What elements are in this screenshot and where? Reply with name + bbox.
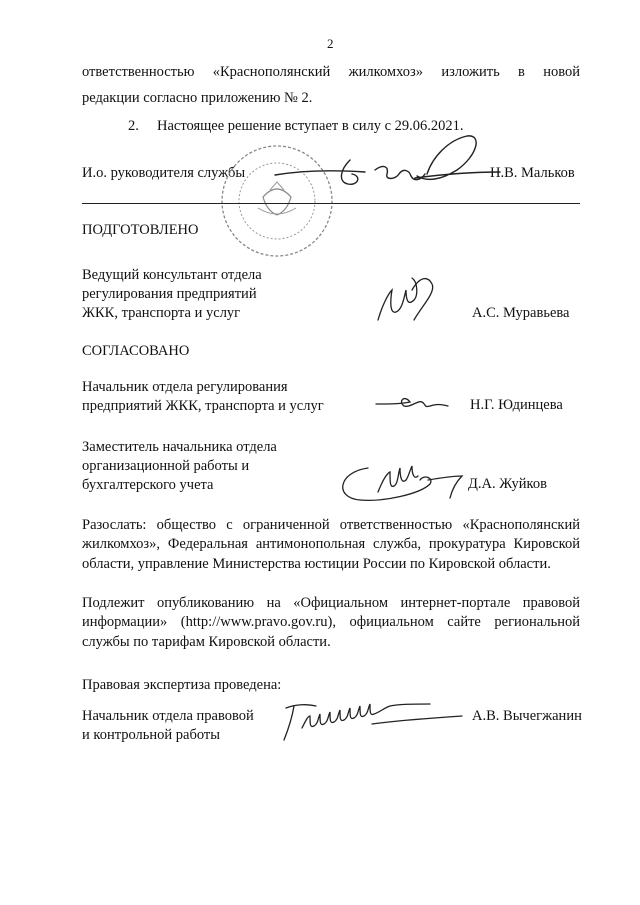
- distribution-line: Разослать: общество с ограниченной ответственностью «Краснополянский: [82, 517, 580, 533]
- prepared-signature: [372, 272, 442, 328]
- distribution-line: жилкомхоз», Федеральная антимонопольная служба, прокуратура Кировской: [82, 536, 580, 552]
- position-line: организационной работы и: [82, 458, 250, 474]
- legal-review-name: А.В. Вычегжанин: [472, 708, 582, 724]
- position-line: Ведущий консультант отдела: [82, 267, 262, 283]
- prepared-position: [82, 266, 262, 323]
- agreed-person2-name: Д.А. Жуйков: [468, 476, 547, 492]
- prepared-heading: ПОДГОТОВЛЕНО: [82, 222, 199, 238]
- position-line: бухгалтерского учета: [82, 477, 214, 493]
- agreed-person2-signature: [338, 460, 468, 506]
- head-name: Н.В. Мальков: [490, 165, 575, 181]
- position-line: и контрольной работы: [82, 727, 220, 743]
- agreed-person1-position: [82, 378, 324, 416]
- position-line: ЖКК, транспорта и услуг: [82, 305, 241, 321]
- agreed-person1-name: Н.Г. Юдинцева: [470, 397, 563, 413]
- item-number: 2.: [128, 118, 139, 134]
- paragraph-line: редакции согласно приложению № 2.: [82, 90, 313, 106]
- position-line: регулирования предприятий: [82, 286, 257, 302]
- agreed-heading: СОГЛАСОВАНО: [82, 343, 190, 359]
- publication-line: службы по тарифам Кировской области.: [82, 634, 331, 650]
- agreed-person2-position: [82, 438, 277, 495]
- position-line: Начальник отдела регулирования: [82, 379, 288, 395]
- legal-review-heading: Правовая экспертиза проведена:: [82, 677, 282, 693]
- agreed-person1-signature: [372, 392, 452, 412]
- head-title: И.о. руководителя службы: [82, 165, 246, 181]
- position-line: Заместитель начальника отдела: [82, 439, 277, 455]
- page-number: 2: [327, 36, 334, 51]
- separator-line: [82, 203, 580, 204]
- legal-review-position: [82, 707, 254, 745]
- paragraph-line: ответственностью «Краснополянский жилкомхоз» изложить в новой: [82, 64, 580, 80]
- item-text: Настоящее решение вступает в силу с 29.06.2021.: [157, 118, 464, 134]
- legal-review-signature: [272, 698, 472, 746]
- position-line: предприятий ЖКК, транспорта и услуг: [82, 398, 324, 414]
- position-line: Начальник отдела правовой: [82, 708, 254, 724]
- distribution-line: области, управление Министерства юстиции России по Кировской области.: [82, 556, 551, 572]
- head-signature: [265, 130, 515, 200]
- publication-line: Подлежит опубликованию на «Официальном интернет-портале правовой: [82, 595, 580, 611]
- publication-line: информации» (http://www.pravo.gov.ru), официальном сайте региональной: [82, 614, 580, 630]
- prepared-name: А.С. Муравьева: [472, 305, 570, 321]
